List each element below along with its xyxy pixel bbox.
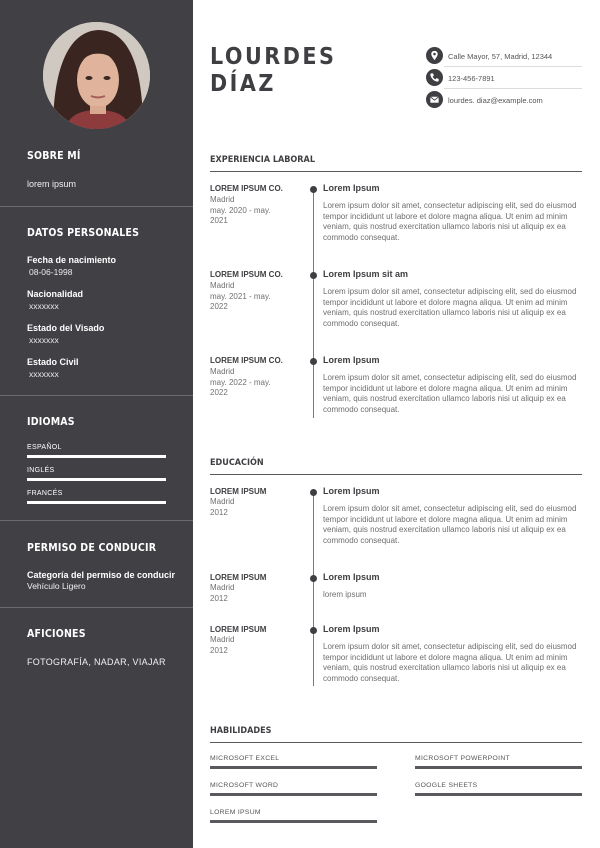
entry-city: Madrid (210, 367, 235, 376)
entry-date: may. 2020 - may. (210, 205, 271, 215)
entry-date: may. 2021 - may. (210, 291, 271, 301)
language-level-bar (27, 501, 166, 504)
skill-level-bar (210, 766, 377, 769)
entry-city: Madrid (210, 497, 235, 506)
entry-date: 2012 (210, 645, 228, 655)
skill-name: MICROSOFT POWERPOINT (415, 755, 510, 762)
sidebar-divider (0, 607, 193, 608)
profile-photo (43, 22, 150, 129)
civil-status-label: Estado Civil (27, 357, 79, 367)
entry-date: may. 2022 - may. (210, 377, 271, 387)
entry-meta (210, 195, 300, 227)
entry-org: LOREM IPSUM (210, 625, 267, 634)
civil-status-value: xxxxxxx (29, 369, 59, 379)
skill-name: LOREM IPSUM (210, 809, 261, 816)
skill-level-bar (415, 766, 582, 769)
entry-date: 2022 (210, 302, 228, 311)
about-heading: SOBRE MÍ (27, 150, 81, 162)
skill-name: GOOGLE SHEETS (415, 782, 478, 789)
nationality-label: Nacionalidad (27, 289, 84, 299)
last-name: DÍAZ (210, 71, 276, 97)
entry-org: LOREM IPSUM CO. (210, 270, 283, 279)
education-timeline (313, 489, 314, 686)
entry-description: lorem ipsum (323, 590, 367, 599)
language-name: FRANCÉS (27, 490, 63, 497)
entry-description: Lorem ipsum dolor sit amet, consectetur adipiscing elit, sed do eiusmod tempor incididunt ut labore et dolore magna aliqua. Ut enim ad minim veniam, quis nostrud exercitation ullamco laboris nisi ut aliquip ex ea commodo consequat. (323, 373, 577, 415)
skill-level-bar (415, 793, 582, 796)
hobbies-heading: AFICIONES (27, 628, 86, 640)
skill-level-bar (210, 793, 377, 796)
language-name: ESPAÑOL (27, 444, 62, 451)
entry-title: Lorem Ipsum (323, 624, 380, 634)
portrait-image (43, 22, 150, 129)
timeline-dot (310, 186, 317, 193)
license-heading: PERMISO DE CONDUCIR (27, 542, 157, 554)
entry-meta (210, 497, 300, 518)
entry-description: Lorem ipsum dolor sit amet, consectetur adipiscing elit, sed do eiusmod tempor incididunt ut labore et dolore magna aliqua. Ut enim ad minim veniam, quis nostrud exercitation ullamco laboris nisi ut aliquip ex ea commodo consequat. (323, 287, 577, 329)
entry-meta (210, 635, 300, 656)
entry-description: Lorem ipsum dolor sit amet, consectetur adipiscing elit, sed do eiusmod tempor incididunt ut labore et dolore magna aliqua. Ut enim ad minim veniam, quis nostrud exercitation ullamco laboris nisi ut aliquip ex ea commodo consequat. (323, 201, 577, 243)
personal-data-heading: DATOS PERSONALES (27, 227, 140, 239)
location-pin-icon (426, 47, 443, 64)
contact-divider (444, 88, 582, 89)
section-rule (210, 742, 582, 743)
entry-title: Lorem Ipsum (323, 572, 380, 582)
entry-description: Lorem ipsum dolor sit amet, consectetur adipiscing elit, sed do eiusmod tempor incididunt ut labore et dolore magna aliqua. Ut enim ad minim veniam, quis nostrud exercitation ullamco laboris nisi ut aliquip ex ea commodo consequat. (323, 642, 577, 684)
sidebar-divider (0, 206, 193, 207)
hobbies-text: FOTOGRAFÍA, NADAR, VIAJAR (27, 657, 166, 667)
entry-org: LOREM IPSUM CO. (210, 356, 283, 365)
entry-meta (210, 281, 300, 313)
language-level-bar (27, 478, 166, 481)
entry-meta (210, 583, 300, 604)
nationality-value: xxxxxxx (29, 301, 59, 311)
languages-heading: IDIOMAS (27, 416, 75, 428)
timeline-dot (310, 575, 317, 582)
email-icon (426, 91, 443, 108)
visa-status-label: Estado del Visado (27, 323, 105, 333)
language-level-bar (27, 455, 166, 458)
first-name: LOURDES (210, 44, 337, 70)
entry-city: Madrid (210, 195, 235, 204)
about-text: lorem ipsum (27, 179, 77, 189)
entry-org: LOREM IPSUM (210, 487, 267, 496)
entry-title: Lorem Ipsum sit am (323, 269, 409, 279)
timeline-dot (310, 358, 317, 365)
person-name (210, 44, 336, 98)
license-category-label: Categoría del permiso de conducir (27, 570, 176, 580)
skill-name: MICROSOFT EXCEL (210, 755, 280, 762)
entry-meta (210, 367, 300, 399)
visa-status-value: xxxxxxx (29, 335, 59, 345)
sidebar (0, 0, 193, 848)
entry-description: Lorem ipsum dolor sit amet, consectetur adipiscing elit, sed do eiusmod tempor incididunt ut labore et dolore magna aliqua. Ut enim ad minim veniam, quis nostrud exercitation ullamco laboris nisi ut aliquip ex ea commodo consequat. (323, 504, 577, 546)
entry-date: 2021 (210, 216, 228, 225)
entry-title: Lorem Ipsum (323, 355, 380, 365)
entry-org: LOREM IPSUM (210, 573, 267, 582)
sidebar-divider (0, 395, 193, 396)
birthdate-value: 08-06-1998 (29, 267, 73, 277)
section-rule (210, 474, 582, 475)
timeline-dot (310, 489, 317, 496)
timeline-dot (310, 272, 317, 279)
skill-level-bar (210, 820, 377, 823)
birthdate-label: Fecha de nacimiento (27, 255, 117, 265)
sidebar-divider (0, 520, 193, 521)
section-rule (210, 171, 582, 172)
contact-divider (444, 66, 582, 67)
entry-city: Madrid (210, 583, 235, 592)
language-name: INGLÉS (27, 467, 55, 474)
entry-title: Lorem Ipsum (323, 486, 380, 496)
phone-text: 123-456-7891 (448, 74, 495, 83)
license-category-value: Vehículo Ligero (27, 581, 86, 591)
email-text: lourdes. diaz@example.com (448, 96, 543, 105)
entry-org: LOREM IPSUM CO. (210, 184, 283, 193)
entry-date: 2022 (210, 388, 228, 397)
phone-icon (426, 69, 443, 86)
entry-title: Lorem Ipsum (323, 183, 380, 193)
entry-city: Madrid (210, 635, 235, 644)
entry-date: 2012 (210, 507, 228, 517)
address-text: Calle Mayor, 57, Madrid, 12344 (448, 52, 553, 61)
entry-date: 2012 (210, 593, 228, 603)
experience-heading: EXPERIENCIA LABORAL (210, 155, 315, 165)
experience-timeline (313, 186, 314, 418)
skill-name: MICROSOFT WORD (210, 782, 279, 789)
education-heading: EDUCACIÓN (210, 458, 264, 468)
entry-city: Madrid (210, 281, 235, 290)
skills-heading: HABILIDADES (210, 726, 272, 736)
timeline-dot (310, 627, 317, 634)
